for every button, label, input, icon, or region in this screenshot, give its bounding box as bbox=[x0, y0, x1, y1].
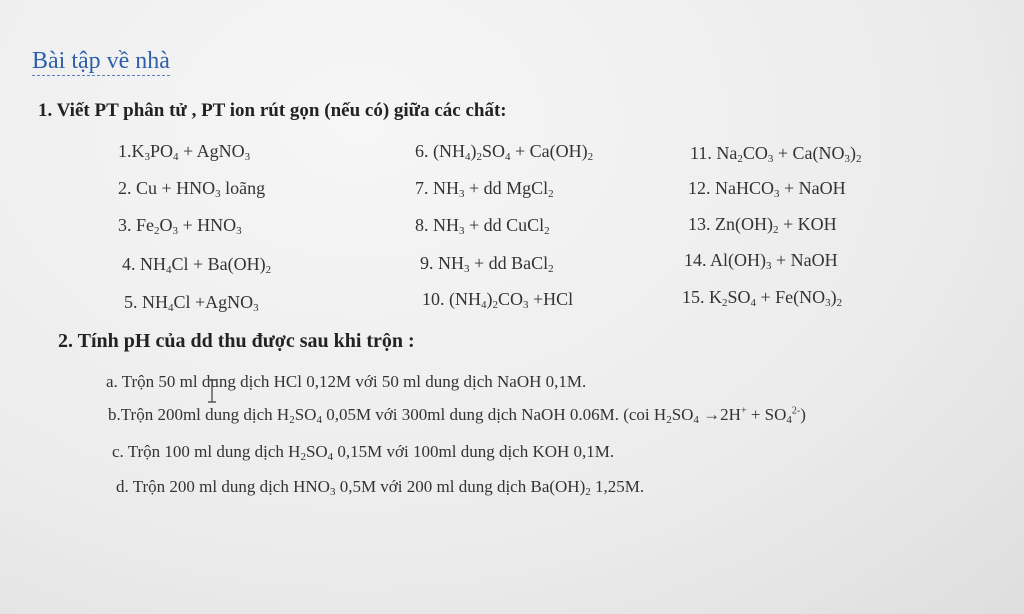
problem-b: b.Trộn 200ml dung dịch $H_2SO_4$ 0,05M với 300ml dung dịch NaOH 0.06M. (coi $H_2SO_4 \to 2H^+ + SO_4^{2-}$) bbox=[108, 405, 806, 426]
equation-13: 13. $Zn(OH)_2$ + KOH bbox=[688, 214, 837, 236]
equation-3: 3. $Fe_2O_3 + HNO_3$ bbox=[118, 215, 242, 237]
equation-12: 12. NaHCO$_3$ + NaOH bbox=[688, 178, 846, 200]
equation-4: 4. $NH_4Cl + Ba(OH)_2$ bbox=[122, 254, 272, 276]
equation-1: $1.K_3PO_4$ + AgNO$_3$ bbox=[118, 141, 251, 163]
problem-a: a. Trộn 50 ml dung dịch HCl 0,12M với 50 ml dung dịch NaOH 0,1M. bbox=[106, 372, 587, 391]
equation-10: 10. $(NH_4)_2CO_3 +HCl$ bbox=[422, 289, 574, 311]
equation-7: 7. $NH_3$ + dd MgCl$_2$ bbox=[415, 178, 554, 200]
equation-14: 14. $Al(OH)_3$ + NaOH bbox=[684, 250, 838, 272]
problem-c: c. Trộn 100 ml dung dịch $H_2SO_4$ 0,15M với 100ml dung dịch KOH 0,1M. bbox=[112, 442, 615, 463]
section-2-heading: 2. Tính pH của dd thu được sau khi trộn : bbox=[58, 330, 415, 352]
equation-2: 2. $Cu + HNO_3$ loãng bbox=[118, 178, 266, 200]
problem-d: d. Trộn 200 ml dung dịch $HNO_3$ 0,5M với 200 ml dung dịch $Ba(OH)_2$ 1,25M. bbox=[116, 477, 645, 498]
text-cursor-icon bbox=[206, 378, 218, 404]
equation-6: 6. $(NH_4)_2SO_4 + Ca(OH)_2$ bbox=[415, 141, 594, 163]
section-1-heading: 1. Viết PT phân tử , PT ion rút gọn (nếu có) giữa các chất: bbox=[38, 100, 507, 121]
equation-15: 15. $K_2SO_4 + Fe(NO_3)_2$ bbox=[682, 287, 843, 309]
page-title: Bài tập về nhà bbox=[32, 48, 170, 74]
equation-5: 5. $NH_4Cl$ +AgNO$_3$ bbox=[124, 292, 259, 314]
equation-9: 9. $NH_3$ + dd BaCl$_2$ bbox=[420, 253, 554, 275]
equation-11: 11. $Na_2CO_3 + Ca(NO_3)_2$ bbox=[690, 143, 862, 165]
equation-8: 8. $NH_3$ + dd CuCl$_2$ bbox=[415, 215, 550, 237]
